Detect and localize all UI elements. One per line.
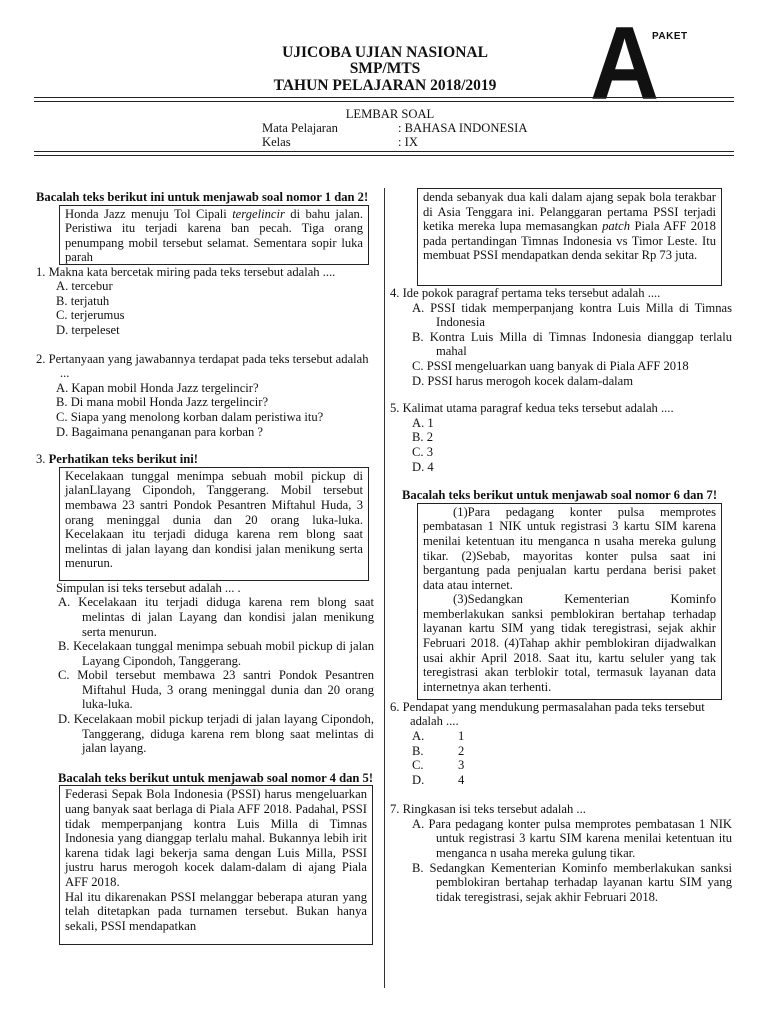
mapel-value: : BAHASA INDONESIA xyxy=(398,121,528,135)
question-4: 4. Ide pokok paragraf pertama teks tersebut adalah .... xyxy=(390,286,661,300)
exam-title-line1: UJICOBA UJIAN NASIONAL xyxy=(282,44,488,61)
q2-option-d[interactable]: D. Bagaimana penanganan para korban ? xyxy=(56,424,264,439)
text4-paragraph2: Hal itu dikarenakan PSSI melanggar beberapa aturan yang telah ditetapkan pada turnamen tersebut. Bukan hanya sekali, PSSI mendapatkan xyxy=(65,889,367,933)
q6-option-c-text: 3 xyxy=(458,758,465,773)
q4-options xyxy=(390,301,732,389)
q3-heading-text: Perhatikan teks berikut ini! xyxy=(48,452,198,467)
q6-option-b[interactable] xyxy=(412,744,732,759)
q2-option-a[interactable]: A. Kapan mobil Honda Jazz tergelincir? xyxy=(56,380,259,395)
q1-options xyxy=(36,279,374,337)
q5-option-a[interactable]: A. 1 xyxy=(412,415,434,430)
right-column xyxy=(390,188,732,904)
q6-option-a[interactable] xyxy=(412,729,732,744)
question-5: 5. Kalimat utama paragraf kedua teks tersebut adalah .... xyxy=(390,401,674,416)
exam-title-line3: TAHUN PELAJARAN 2018/2019 xyxy=(273,77,497,94)
q6-option-c[interactable] xyxy=(412,758,732,773)
question-3-heading xyxy=(36,452,374,467)
q3-option-a[interactable]: A. Kecelakaan itu terjadi diduga karena rem blong saat melintas di jalan Layang dan kondisi jalan menikung serta menurun. xyxy=(58,595,374,639)
q7-options xyxy=(390,817,732,905)
q6-option-b-label: B. xyxy=(412,743,424,758)
column-divider xyxy=(384,188,385,988)
question-1: 1. Makna kata bercetak miring pada teks tersebut adalah .... xyxy=(36,264,336,279)
left-column xyxy=(36,190,374,945)
q3-option-b[interactable]: B. Kecelakaan tunggal menimpa sebuah mobil pickup di jalan Layang Cipondoh, Tanggerang. xyxy=(58,639,374,668)
text-box-4 xyxy=(59,785,373,945)
text-box-6 xyxy=(417,503,722,700)
question-3: Simpulan isi teks tersebut adalah ... . xyxy=(56,580,241,595)
q5-option-d[interactable]: D. 4 xyxy=(412,459,434,474)
q6-option-d-text: 4 xyxy=(458,772,465,787)
q6-option-d-label: D. xyxy=(412,772,425,787)
q7-option-b[interactable]: B. Sedangkan Kementerian Kominfo memberlakukan sanksi pemblokiran bertahap terhadap layanan kartu SIM yang tidak teregistrasi, sejak akhir Februari 2018. xyxy=(412,860,732,904)
paket-letter: A xyxy=(590,6,660,122)
paket-label: PAKET xyxy=(652,31,688,42)
text-box-1 xyxy=(59,205,369,265)
text4c-part2: Piala AFF 2018 pada pertandingan Timnas Indonesia vs Timor Leste. Itu membuat PSSI mendapatkan denda sekitar Rp 73 juta. xyxy=(423,219,716,263)
header-rule-bottom xyxy=(34,151,734,156)
text-box-3: Kecelakaan tunggal menimpa sebuah mobil pickup di jalanLlayang Cipondoh, Tanggerang. Mobil tersebut membawa 23 santri Pondok Pesantren Miftahul Huda, 3 orang meninggal dunia dan 20 orang luka-luka. Kecelakaan itu terjadi diduga karena rem blong saat melintas di jalan layang dan kondisi jalan menikung serta menurun. xyxy=(59,467,369,581)
q4-option-a[interactable]: A. PSSI tidak memperpanjang kontra Luis Milla di Timnas Indonesia xyxy=(412,300,732,330)
q2-options xyxy=(36,381,374,439)
mapel-label: Mata Pelajaran xyxy=(262,121,338,135)
q3-options xyxy=(36,595,374,756)
text6-paragraph1: (1)Para pedagang konter pulsa memprotes pembatasan 1 NIK untuk registrasi 3 kartu SIM karena menilai ketentuan itu menganca n usaha mereka gulung tikar. (2)Sebab, mayoritas konter pulsa saat ini bergantung pada penjualan kartu perdana berisi paket data atau internet. xyxy=(423,504,716,592)
q4-option-d[interactable]: D. PSSI harus merogoh kocek dalam-dalam xyxy=(412,373,634,388)
q3-option-d[interactable]: D. Kecelakaan mobil pickup terjadi di jalan layang Cipondoh, Tanggerang, diduga karena rem blong saat melintas di jalan layang. xyxy=(58,712,374,756)
q4-option-b[interactable]: B. Kontra Luis Milla di Timnas Indonesia dianggap terlalu mahal xyxy=(412,329,732,359)
q6-options xyxy=(390,729,732,787)
text1-italic-word: tergelincir xyxy=(232,206,285,221)
instruction-q6-7: Bacalah teks berikut untuk menjawab soal nomor 6 dan 7! xyxy=(402,488,718,503)
text-box-4-continued xyxy=(417,188,722,286)
exam-title-line2: SMP/MTS xyxy=(349,60,421,77)
q3-number: 3. xyxy=(36,452,46,467)
instruction-q4-5: Bacalah teks berikut untuk menjawab soal nomor 4 dan 5! xyxy=(58,770,374,785)
question-6: 6. Pendapat yang mendukung permasalahan pada teks tersebut adalah .... xyxy=(390,699,705,729)
q1-option-c[interactable]: C. terjerumus xyxy=(56,308,125,323)
q6-option-d[interactable] xyxy=(412,773,732,788)
q5-option-c[interactable]: C. 3 xyxy=(412,444,433,459)
q7-option-a[interactable]: A. Para pedagang konter pulsa memprotes pembatasan 1 NIK untuk registrasi 3 kartu SIM karena menilai ketentuan itu menganca n usaha mereka gulung tikar. xyxy=(412,816,732,861)
lembar-soal: LEMBAR SOAL xyxy=(345,107,435,121)
q6-option-a-label: A. xyxy=(412,728,425,743)
kelas-label: Kelas xyxy=(262,135,291,149)
q1-option-a[interactable]: A. tercebur xyxy=(56,279,113,294)
q6-option-b-text: 2 xyxy=(458,743,465,758)
instruction-q1-2: Bacalah teks berikut ini untuk menjawab soal nomor 1 dan 2! xyxy=(36,190,369,204)
text4-paragraph1: Federasi Sepak Bola Indonesia (PSSI) harus mengeluarkan uang banyak saat berlaga di Piala AFF 2018. Padahal, PSSI tidak memperpanjang kontra Luis Milla di Timnas Indonesia yang dianggap terlalu mahal. Bukannya lebih irit karena tidak lagi bekerja sama dengan Luis Milla, PSSI justru harus merogoh kocek dalam-dalam di ajang Piala AFF 2018. xyxy=(65,787,367,889)
q6-option-c-label: C. xyxy=(412,758,424,773)
q1-option-b[interactable]: B. terjatuh xyxy=(56,293,110,308)
text1-part1: Honda Jazz menuju Tol Cipali xyxy=(65,206,233,221)
text1-part2: di bahu jalan. Peristiwa itu terjadi karena ban pecah. Tiga orang penumpang mobil tersebut selamat. Sementara sopir luka parah xyxy=(65,206,363,265)
q3-option-c[interactable]: C. Mobil tersebut membawa 23 santri Pondok Pesantren Miftahul Huda, 3 orang meninggal dunia dan 20 orang luka-luka. xyxy=(58,668,374,712)
text4c-part1: denda sebanyak dua kali dalam ajang sepak bola terakbar di Asia Tenggara ini. Pelanggaran pertama PSSI terjadi ketika mereka lupa memasangkan xyxy=(423,190,716,234)
question-7: 7. Ringkasan isi teks tersebut adalah ... xyxy=(390,802,586,817)
text6-paragraph2: (3)Sedangkan Kementerian Kominfo memberlakukan sanksi pemblokiran bertahap terhadap layanan kartu SIM yang tidak teregistrasi, sejak akhir Februari 2018. (4)Tahap akhir pemblokiran dijadwalkan usai akhir April 2018. Saat itu, kartu seluler yang tak teregistrasi akan terblokir total, termasuk layanan data internetnya akan terhenti. xyxy=(423,592,716,694)
text4c-italic-word: patch xyxy=(602,219,631,234)
q6-option-a-text: 1 xyxy=(458,728,465,743)
q5-options xyxy=(390,416,732,474)
header-rule-top xyxy=(34,97,734,102)
q2-option-b[interactable]: B. Di mana mobil Honda Jazz tergelincir? xyxy=(56,395,269,410)
kelas-value: : IX xyxy=(398,135,418,149)
q2-option-c[interactable]: C. Siapa yang menolong korban dalam peristiwa itu? xyxy=(56,409,324,424)
q1-option-d[interactable]: D. terpeleset xyxy=(56,322,120,337)
question-2: 2. Pertanyaan yang jawabannya terdapat pada teks tersebut adalah ... xyxy=(36,351,369,381)
q4-option-c[interactable]: C. PSSI mengeluarkan uang banyak di Piala AFF 2018 xyxy=(412,358,689,373)
q5-option-b[interactable]: B. 2 xyxy=(412,430,433,445)
